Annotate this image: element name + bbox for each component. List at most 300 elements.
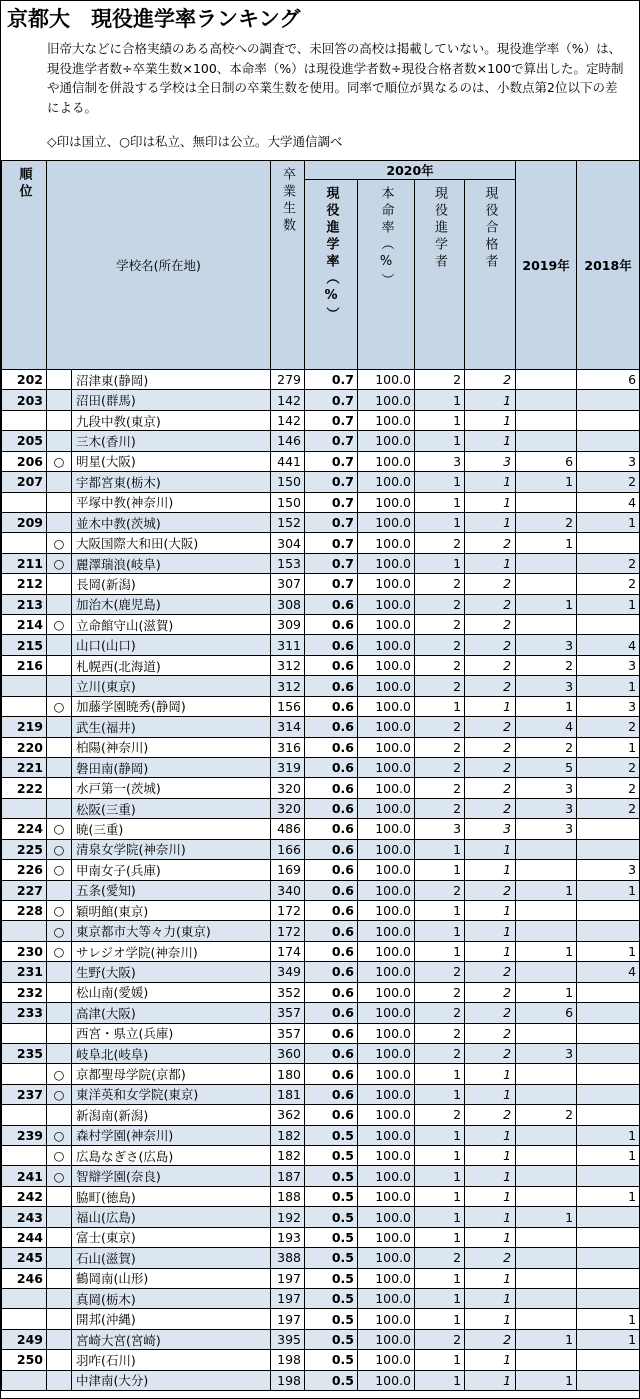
cell-rate: 0.5 bbox=[305, 1309, 358, 1329]
cell-honmei: 100.0 bbox=[358, 982, 415, 1002]
cell-rate: 0.6 bbox=[305, 1105, 358, 1125]
cell-mark bbox=[47, 1268, 72, 1288]
cell-rank: 215 bbox=[2, 635, 47, 655]
cell-name: 岐阜北(岐阜) bbox=[72, 1043, 271, 1063]
cell-name: 松阪(三重) bbox=[72, 798, 271, 818]
cell-grads: 156 bbox=[271, 696, 305, 716]
cell-grads: 362 bbox=[271, 1105, 305, 1125]
cell-rate: 0.6 bbox=[305, 900, 358, 920]
cell-mark bbox=[47, 655, 72, 675]
table-row bbox=[2, 1350, 640, 1370]
cell-name: 水戸第一(茨城) bbox=[72, 778, 271, 798]
cell-honmei: 100.0 bbox=[358, 1003, 415, 1023]
cell-passed: 3 bbox=[465, 451, 516, 471]
table-row bbox=[2, 1288, 640, 1308]
cell-honmei: 100.0 bbox=[358, 1064, 415, 1084]
cell-mark: ○ bbox=[47, 1084, 72, 1104]
cell-grads: 320 bbox=[271, 778, 305, 798]
cell-y2018: 1 bbox=[577, 676, 640, 696]
cell-enrolled: 1 bbox=[415, 553, 465, 573]
cell-enrolled: 1 bbox=[415, 472, 465, 492]
cell-y2018: 1 bbox=[577, 880, 640, 900]
header-rate: 現役進学率（%） bbox=[305, 180, 358, 370]
cell-mark bbox=[47, 1227, 72, 1247]
cell-honmei: 100.0 bbox=[358, 717, 415, 737]
table-row bbox=[2, 410, 640, 430]
cell-rank: 241 bbox=[2, 1166, 47, 1186]
cell-rank bbox=[2, 1064, 47, 1084]
cell-enrolled: 2 bbox=[415, 1003, 465, 1023]
cell-rate: 0.7 bbox=[305, 492, 358, 512]
cell-y2019 bbox=[516, 390, 577, 410]
cell-honmei: 100.0 bbox=[358, 553, 415, 573]
cell-rate: 0.5 bbox=[305, 1125, 358, 1145]
cell-mark bbox=[47, 1370, 72, 1390]
cell-grads: 197 bbox=[271, 1268, 305, 1288]
cell-rate: 0.6 bbox=[305, 880, 358, 900]
cell-rate: 0.7 bbox=[305, 390, 358, 410]
cell-name: 真岡(栃木) bbox=[72, 1288, 271, 1308]
cell-passed: 2 bbox=[465, 1329, 516, 1349]
ranking-rows bbox=[2, 370, 640, 1391]
table-row bbox=[2, 819, 640, 839]
cell-grads: 197 bbox=[271, 1309, 305, 1329]
cell-name: 平塚中教(神奈川) bbox=[72, 492, 271, 512]
cell-name: 暁(三重) bbox=[72, 819, 271, 839]
cell-y2018 bbox=[577, 1166, 640, 1186]
cell-passed: 2 bbox=[465, 1023, 516, 1043]
cell-enrolled: 1 bbox=[415, 492, 465, 512]
cell-rank: 221 bbox=[2, 758, 47, 778]
cell-rank bbox=[2, 1370, 47, 1390]
cell-rank: 225 bbox=[2, 839, 47, 859]
cell-rank: 250 bbox=[2, 1350, 47, 1370]
cell-y2018 bbox=[577, 900, 640, 920]
cell-enrolled: 1 bbox=[415, 1146, 465, 1166]
cell-mark: ○ bbox=[47, 533, 72, 553]
table-row bbox=[2, 1329, 640, 1349]
cell-name: 松山南(愛媛) bbox=[72, 982, 271, 1002]
table-row bbox=[2, 512, 640, 532]
cell-rate: 0.6 bbox=[305, 615, 358, 635]
table-row bbox=[2, 1064, 640, 1084]
cell-rate: 0.6 bbox=[305, 676, 358, 696]
cell-y2019: 5 bbox=[516, 758, 577, 778]
table-row bbox=[2, 860, 640, 880]
cell-rate: 0.6 bbox=[305, 696, 358, 716]
cell-passed: 2 bbox=[465, 758, 516, 778]
cell-rate: 0.5 bbox=[305, 1207, 358, 1227]
cell-y2018: 1 bbox=[577, 512, 640, 532]
cell-name: 並木中教(茨城) bbox=[72, 512, 271, 532]
cell-passed: 2 bbox=[465, 533, 516, 553]
cell-y2018 bbox=[577, 615, 640, 635]
cell-mark bbox=[47, 880, 72, 900]
cell-mark bbox=[47, 574, 72, 594]
cell-grads: 309 bbox=[271, 615, 305, 635]
cell-rank: 212 bbox=[2, 574, 47, 594]
cell-mark: ○ bbox=[47, 900, 72, 920]
cell-enrolled: 1 bbox=[415, 1227, 465, 1247]
cell-y2018: 1 bbox=[577, 1146, 640, 1166]
cell-passed: 1 bbox=[465, 1288, 516, 1308]
cell-enrolled: 1 bbox=[415, 1370, 465, 1390]
cell-enrolled: 1 bbox=[415, 860, 465, 880]
cell-grads: 352 bbox=[271, 982, 305, 1002]
cell-honmei: 100.0 bbox=[358, 512, 415, 532]
cell-honmei: 100.0 bbox=[358, 410, 415, 430]
cell-grads: 316 bbox=[271, 737, 305, 757]
cell-rate: 0.5 bbox=[305, 1227, 358, 1247]
cell-rank bbox=[2, 921, 47, 941]
cell-y2018 bbox=[577, 1003, 640, 1023]
cell-honmei: 100.0 bbox=[358, 370, 415, 390]
cell-y2019 bbox=[516, 1350, 577, 1370]
cell-y2019 bbox=[516, 615, 577, 635]
cell-y2019: 2 bbox=[516, 655, 577, 675]
cell-y2019 bbox=[516, 1288, 577, 1308]
cell-mark bbox=[47, 1023, 72, 1043]
explanatory-note bbox=[47, 39, 629, 117]
table-row bbox=[2, 1003, 640, 1023]
cell-passed: 1 bbox=[465, 1166, 516, 1186]
cell-passed: 2 bbox=[465, 574, 516, 594]
cell-y2018 bbox=[577, 533, 640, 553]
cell-y2018: 1 bbox=[577, 737, 640, 757]
header-rank: 順位 bbox=[2, 161, 47, 370]
table-row bbox=[2, 880, 640, 900]
cell-grads: 192 bbox=[271, 1207, 305, 1227]
cell-passed: 2 bbox=[465, 615, 516, 635]
cell-honmei: 100.0 bbox=[358, 451, 415, 471]
cell-name: 磐田南(静岡) bbox=[72, 758, 271, 778]
cell-name: 清泉女学院(神奈川) bbox=[72, 839, 271, 859]
cell-enrolled: 3 bbox=[415, 819, 465, 839]
cell-mark: ○ bbox=[47, 553, 72, 573]
cell-rank: 203 bbox=[2, 390, 47, 410]
header-2019: 2019年 bbox=[516, 161, 577, 370]
cell-grads: 172 bbox=[271, 921, 305, 941]
cell-rank: 246 bbox=[2, 1268, 47, 1288]
cell-grads: 307 bbox=[271, 574, 305, 594]
cell-grads: 340 bbox=[271, 880, 305, 900]
cell-y2018: 2 bbox=[577, 798, 640, 818]
cell-enrolled: 2 bbox=[415, 594, 465, 614]
cell-passed: 1 bbox=[465, 696, 516, 716]
table-row bbox=[2, 1309, 640, 1329]
cell-mark bbox=[47, 1288, 72, 1308]
cell-passed: 2 bbox=[465, 594, 516, 614]
cell-honmei: 100.0 bbox=[358, 696, 415, 716]
cell-name: 広島なぎさ(広島) bbox=[72, 1146, 271, 1166]
cell-y2019: 2 bbox=[516, 1105, 577, 1125]
cell-passed: 1 bbox=[465, 1125, 516, 1145]
cell-y2019 bbox=[516, 860, 577, 880]
cell-y2018 bbox=[577, 819, 640, 839]
table-row bbox=[2, 1186, 640, 1206]
cell-passed: 2 bbox=[465, 1105, 516, 1125]
cell-y2019 bbox=[516, 1084, 577, 1104]
cell-y2019: 3 bbox=[516, 798, 577, 818]
cell-y2019 bbox=[516, 1248, 577, 1268]
cell-mark: ○ bbox=[47, 941, 72, 961]
cell-grads: 314 bbox=[271, 717, 305, 737]
cell-rank bbox=[2, 492, 47, 512]
cell-rate: 0.7 bbox=[305, 370, 358, 390]
cell-y2019: 6 bbox=[516, 451, 577, 471]
cell-y2018 bbox=[577, 1084, 640, 1104]
cell-grads: 150 bbox=[271, 472, 305, 492]
cell-y2019: 3 bbox=[516, 676, 577, 696]
cell-y2018: 3 bbox=[577, 451, 640, 471]
cell-passed: 1 bbox=[465, 921, 516, 941]
cell-rate: 0.7 bbox=[305, 410, 358, 430]
cell-enrolled: 1 bbox=[415, 1268, 465, 1288]
cell-honmei: 100.0 bbox=[358, 860, 415, 880]
cell-y2018: 2 bbox=[577, 758, 640, 778]
cell-name: 明星(大阪) bbox=[72, 451, 271, 471]
cell-honmei: 100.0 bbox=[358, 778, 415, 798]
cell-enrolled: 2 bbox=[415, 635, 465, 655]
cell-passed: 1 bbox=[465, 553, 516, 573]
cell-passed: 2 bbox=[465, 880, 516, 900]
cell-honmei: 100.0 bbox=[358, 676, 415, 696]
cell-rank: 219 bbox=[2, 717, 47, 737]
cell-honmei: 100.0 bbox=[358, 1043, 415, 1063]
cell-grads: 388 bbox=[271, 1248, 305, 1268]
cell-rank bbox=[2, 676, 47, 696]
table-row bbox=[2, 615, 640, 635]
cell-enrolled: 1 bbox=[415, 1084, 465, 1104]
cell-enrolled: 1 bbox=[415, 1186, 465, 1206]
cell-y2019: 2 bbox=[516, 512, 577, 532]
cell-rank: 230 bbox=[2, 941, 47, 961]
cell-y2018: 1 bbox=[577, 594, 640, 614]
cell-passed: 2 bbox=[465, 778, 516, 798]
table-row bbox=[2, 676, 640, 696]
cell-y2019 bbox=[516, 1227, 577, 1247]
cell-passed: 1 bbox=[465, 1084, 516, 1104]
cell-y2018: 2 bbox=[577, 553, 640, 573]
cell-y2018: 4 bbox=[577, 962, 640, 982]
cell-y2019 bbox=[516, 410, 577, 430]
cell-rank: 207 bbox=[2, 472, 47, 492]
cell-grads: 153 bbox=[271, 553, 305, 573]
cell-name: 東京都市大等々力(東京) bbox=[72, 921, 271, 941]
cell-rank bbox=[2, 533, 47, 553]
cell-rank: 227 bbox=[2, 880, 47, 900]
cell-honmei: 100.0 bbox=[358, 737, 415, 757]
cell-y2018: 1 bbox=[577, 1186, 640, 1206]
cell-enrolled: 1 bbox=[415, 900, 465, 920]
cell-rate: 0.5 bbox=[305, 1248, 358, 1268]
header-school: 学校名(所在地) bbox=[47, 161, 271, 370]
cell-grads: 312 bbox=[271, 676, 305, 696]
cell-grads: 182 bbox=[271, 1125, 305, 1145]
cell-enrolled: 3 bbox=[415, 451, 465, 471]
cell-mark bbox=[47, 1105, 72, 1125]
cell-grads: 166 bbox=[271, 839, 305, 859]
cell-passed: 1 bbox=[465, 900, 516, 920]
cell-rank: 245 bbox=[2, 1248, 47, 1268]
cell-y2019: 3 bbox=[516, 819, 577, 839]
cell-y2019: 2 bbox=[516, 737, 577, 757]
cell-mark bbox=[47, 1043, 72, 1063]
cell-passed: 1 bbox=[465, 492, 516, 512]
cell-rank: 242 bbox=[2, 1186, 47, 1206]
cell-rank: 205 bbox=[2, 431, 47, 451]
cell-grads: 142 bbox=[271, 410, 305, 430]
cell-grads: 142 bbox=[271, 390, 305, 410]
cell-name: 西宮・県立(兵庫) bbox=[72, 1023, 271, 1043]
cell-rate: 0.6 bbox=[305, 1003, 358, 1023]
cell-y2018: 3 bbox=[577, 696, 640, 716]
cell-name: 石山(滋賀) bbox=[72, 1248, 271, 1268]
cell-grads: 181 bbox=[271, 1084, 305, 1104]
cell-mark bbox=[47, 962, 72, 982]
cell-passed: 2 bbox=[465, 635, 516, 655]
cell-enrolled: 2 bbox=[415, 370, 465, 390]
cell-rate: 0.5 bbox=[305, 1288, 358, 1308]
cell-y2019 bbox=[516, 492, 577, 512]
cell-enrolled: 1 bbox=[415, 839, 465, 859]
cell-y2018 bbox=[577, 1350, 640, 1370]
cell-honmei: 100.0 bbox=[358, 1125, 415, 1145]
cell-y2019 bbox=[516, 1125, 577, 1145]
cell-passed: 3 bbox=[465, 819, 516, 839]
cell-passed: 1 bbox=[465, 860, 516, 880]
cell-y2019: 3 bbox=[516, 1043, 577, 1063]
cell-mark bbox=[47, 1207, 72, 1227]
cell-passed: 1 bbox=[465, 1309, 516, 1329]
table-row bbox=[2, 1125, 640, 1145]
cell-name: 京都聖母学院(京都) bbox=[72, 1064, 271, 1084]
table-row bbox=[2, 635, 640, 655]
cell-mark: ○ bbox=[47, 860, 72, 880]
cell-grads: 182 bbox=[271, 1146, 305, 1166]
cell-name: 麗澤瑞浪(岐阜) bbox=[72, 553, 271, 573]
cell-name: 智辯学園(奈良) bbox=[72, 1166, 271, 1186]
cell-rate: 0.6 bbox=[305, 635, 358, 655]
cell-enrolled: 2 bbox=[415, 615, 465, 635]
cell-passed: 1 bbox=[465, 1207, 516, 1227]
cell-honmei: 100.0 bbox=[358, 1350, 415, 1370]
cell-rank bbox=[2, 1288, 47, 1308]
cell-enrolled: 2 bbox=[415, 1043, 465, 1063]
cell-enrolled: 1 bbox=[415, 410, 465, 430]
cell-name: 高津(大阪) bbox=[72, 1003, 271, 1023]
cell-enrolled: 2 bbox=[415, 676, 465, 696]
table-row bbox=[2, 1166, 640, 1186]
cell-passed: 2 bbox=[465, 655, 516, 675]
cell-mark bbox=[47, 778, 72, 798]
cell-y2019 bbox=[516, 921, 577, 941]
cell-rate: 0.7 bbox=[305, 533, 358, 553]
cell-y2018 bbox=[577, 1227, 640, 1247]
cell-enrolled: 1 bbox=[415, 1166, 465, 1186]
cell-passed: 1 bbox=[465, 390, 516, 410]
cell-grads: 152 bbox=[271, 512, 305, 532]
cell-grads: 360 bbox=[271, 1043, 305, 1063]
cell-y2018 bbox=[577, 1105, 640, 1125]
table-row bbox=[2, 758, 640, 778]
cell-passed: 1 bbox=[465, 1064, 516, 1084]
cell-rate: 0.7 bbox=[305, 553, 358, 573]
cell-grads: 197 bbox=[271, 1288, 305, 1308]
page-title: 京都大 現役進学率ランキング bbox=[7, 7, 301, 31]
cell-grads: 279 bbox=[271, 370, 305, 390]
cell-enrolled: 1 bbox=[415, 512, 465, 532]
table-row bbox=[2, 370, 640, 390]
cell-rate: 0.6 bbox=[305, 839, 358, 859]
cell-mark: ○ bbox=[47, 615, 72, 635]
cell-rate: 0.6 bbox=[305, 962, 358, 982]
cell-rank: 209 bbox=[2, 512, 47, 532]
cell-passed: 1 bbox=[465, 1186, 516, 1206]
cell-y2018: 4 bbox=[577, 635, 640, 655]
cell-honmei: 100.0 bbox=[358, 1146, 415, 1166]
cell-honmei: 100.0 bbox=[358, 1248, 415, 1268]
cell-grads: 395 bbox=[271, 1329, 305, 1349]
cell-grads: 319 bbox=[271, 758, 305, 778]
table-row bbox=[2, 574, 640, 594]
cell-rate: 0.7 bbox=[305, 451, 358, 471]
cell-name: 生野(大阪) bbox=[72, 962, 271, 982]
table-row bbox=[2, 553, 640, 573]
cell-mark: ○ bbox=[47, 1125, 72, 1145]
cell-y2019 bbox=[516, 1146, 577, 1166]
cell-y2018 bbox=[577, 982, 640, 1002]
cell-y2019: 3 bbox=[516, 635, 577, 655]
cell-grads: 198 bbox=[271, 1350, 305, 1370]
table-row bbox=[2, 1248, 640, 1268]
cell-enrolled: 2 bbox=[415, 758, 465, 778]
cell-rate: 0.7 bbox=[305, 512, 358, 532]
cell-rank: 228 bbox=[2, 900, 47, 920]
table-row bbox=[2, 533, 640, 553]
cell-honmei: 100.0 bbox=[358, 390, 415, 410]
cell-mark bbox=[47, 370, 72, 390]
cell-rate: 0.5 bbox=[305, 1350, 358, 1370]
note-text: 旧帝大などに合格実績のある高校への調査で、未回答の高校は掲載していない。現役進学率（%）は、現役進学者数÷卒業生数×100、本命率（%）は現役進学者数÷現役合格者数×100で算出した。定時制や通信制を併設する学校は全日制の卒業生数を使用。同率で順位が異なるのは、小数点第2位以下の差による。 bbox=[47, 41, 624, 115]
cell-enrolled: 2 bbox=[415, 574, 465, 594]
cell-mark bbox=[47, 1309, 72, 1329]
cell-name: 加藤学園暁秀(静岡) bbox=[72, 696, 271, 716]
header-grads: 卒業生数 bbox=[271, 161, 305, 370]
cell-grads: 486 bbox=[271, 819, 305, 839]
cell-passed: 1 bbox=[465, 472, 516, 492]
cell-honmei: 100.0 bbox=[358, 798, 415, 818]
cell-rate: 0.5 bbox=[305, 1166, 358, 1186]
cell-passed: 1 bbox=[465, 1370, 516, 1390]
header-enrolled: 現役進学者 bbox=[415, 180, 465, 370]
cell-y2019 bbox=[516, 1309, 577, 1329]
table-row bbox=[2, 492, 640, 512]
cell-honmei: 100.0 bbox=[358, 615, 415, 635]
cell-name: サレジオ学院(神奈川) bbox=[72, 941, 271, 961]
cell-y2019 bbox=[516, 839, 577, 859]
cell-honmei: 100.0 bbox=[358, 758, 415, 778]
table-row bbox=[2, 737, 640, 757]
cell-y2019 bbox=[516, 431, 577, 451]
cell-enrolled: 1 bbox=[415, 1125, 465, 1145]
cell-y2018 bbox=[577, 921, 640, 941]
cell-rate: 0.6 bbox=[305, 921, 358, 941]
cell-honmei: 100.0 bbox=[358, 900, 415, 920]
cell-y2018 bbox=[577, 839, 640, 859]
cell-y2018: 2 bbox=[577, 778, 640, 798]
cell-rank: 249 bbox=[2, 1329, 47, 1349]
